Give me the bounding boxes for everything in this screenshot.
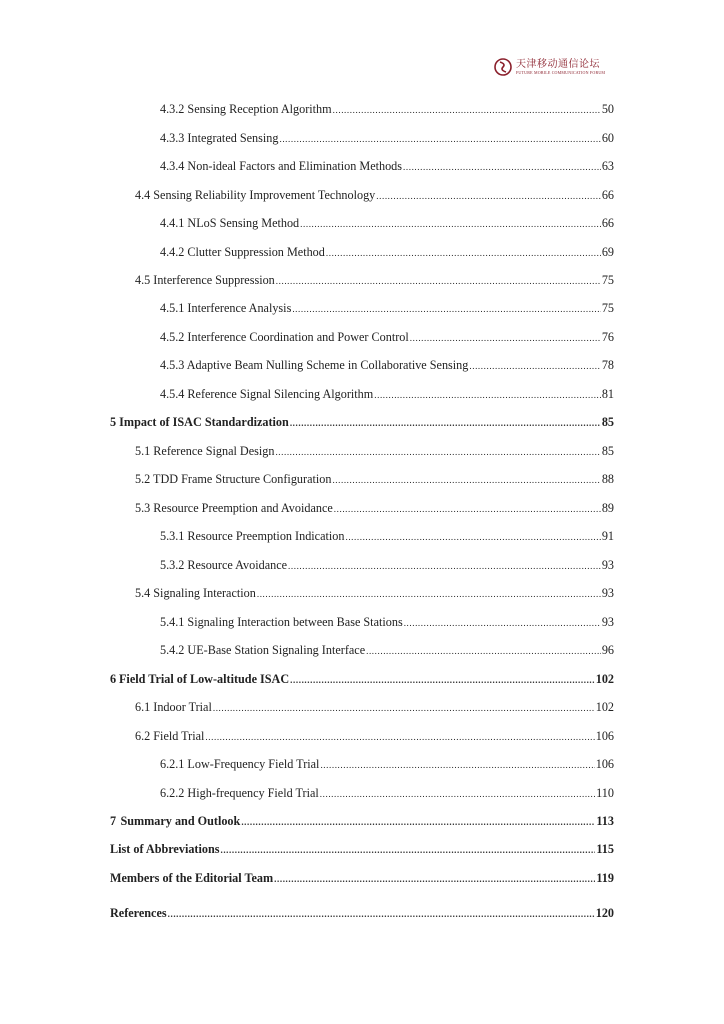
toc-entry-page: 115 [596,842,614,856]
logo-chinese-text: 天津移动通信论坛 [516,58,600,70]
toc-entry-title: 5.4.1 Signaling Interaction between Base Stations [160,615,403,629]
toc-chapter-entry[interactable] [110,414,614,430]
toc-entry-title: 4.5 Interference Suppression [135,273,275,287]
toc-entry-page: 75 [601,301,614,315]
toc-entry-page: 88 [601,472,614,486]
toc-entry-page: 78 [601,358,614,372]
toc-entry[interactable] [160,557,614,573]
forum-logo [494,58,605,76]
toc-entry[interactable] [160,215,614,231]
toc-entry[interactable] [160,101,614,117]
toc-entry[interactable] [160,357,614,373]
toc-chapter-number: 7 [110,814,117,828]
toc-entry[interactable] [160,386,614,402]
toc-entry-title: Members of the Editorial Team [110,871,274,885]
toc-entry-page: 102 [595,700,614,714]
toc-entry[interactable] [135,728,614,744]
toc-chapter-entry[interactable] [110,671,614,687]
toc-entry-title: Summary and Outlook [120,814,241,828]
toc-entry-page: 91 [601,529,614,543]
toc-entry-title: 6.2.1 Low-Frequency Field Trial [160,757,320,771]
toc-entry-title: 5.3.1 Resource Preemption Indication [160,529,345,543]
toc-entry-title: 4.5.3 Adaptive Beam Nulling Scheme in Collaborative Sensing [160,358,469,372]
toc-entry-title: 5.1 Reference Signal Design [135,444,275,458]
toc-entry-title: 4.5.1 Interference Analysis [160,301,292,315]
toc-entry-title: 5.4.2 UE-Base Station Signaling Interface [160,643,366,657]
toc-entry-page: 69 [601,245,614,259]
toc-entry-page: 81 [601,387,614,401]
toc-entry-title: 4.3.4 Non-ideal Factors and Elimination Methods [160,159,403,173]
toc-entry-page: 93 [601,586,614,600]
toc-entry-title: 6.2.2 High-frequency Field Trial [160,786,319,800]
toc-entry[interactable] [110,841,614,857]
toc-entry-page: 93 [601,615,614,629]
toc-entry-page: 89 [601,501,614,515]
toc-entry-page: 106 [595,729,614,743]
toc-entry[interactable] [160,130,614,146]
toc-entry-page: 120 [595,906,614,920]
toc-entry-title: 6.2 Field Trial [135,729,205,743]
toc-entry-title: 5.4 Signaling Interaction [135,586,256,600]
toc-entry-page: 96 [601,643,614,657]
toc-entry-title: 6.1 Indoor Trial [135,700,212,714]
toc-entry-page: 50 [601,102,614,116]
toc-entry-title: 4.4.1 NLoS Sensing Method [160,216,300,230]
toc-entry[interactable] [135,443,614,459]
toc-entry-page: 102 [595,672,614,686]
toc-chapter-number: 5 [110,415,117,429]
toc-entry-page: 119 [596,871,614,885]
toc-entry-page: 85 [601,415,614,429]
toc-entry-title: 4.4 Sensing Reliability Improvement Technology [135,188,376,202]
toc-entry[interactable] [160,785,614,801]
toc-entry[interactable] [135,187,614,203]
toc-entry-page: 63 [601,159,614,173]
toc-entry[interactable] [160,756,614,772]
toc-entry-page: 93 [601,558,614,572]
toc-entry[interactable] [135,585,614,601]
toc-entry-page: 113 [596,814,614,828]
toc-entry-title: References [110,906,167,920]
toc-chapter-number: 6 [110,672,117,686]
toc-entry-page: 106 [595,757,614,771]
toc-entry[interactable] [160,528,614,544]
toc-entry-title: 5.2 TDD Frame Structure Configuration [135,472,332,486]
toc-entry-title: 4.3.2 Sensing Reception Algorithm [160,102,332,116]
toc-entry[interactable] [160,642,614,658]
toc-entry[interactable] [160,158,614,174]
toc-entry-title: 5.3 Resource Preemption and Avoidance [135,501,333,515]
toc-entry-page: 60 [601,131,614,145]
toc-entry-title: 4.3.3 Integrated Sensing [160,131,279,145]
toc-entry[interactable] [110,870,614,886]
toc-entry[interactable] [110,905,614,921]
toc-entry-title: 4.5.4 Reference Signal Silencing Algorithm [160,387,374,401]
toc-entry-page: 110 [596,786,614,800]
toc-entry[interactable] [135,500,614,516]
toc-entry-title: 4.4.2 Clutter Suppression Method [160,245,325,259]
toc-entry[interactable] [135,471,614,487]
toc-chapter-entry[interactable] [110,813,614,829]
toc-entry-page: 85 [601,444,614,458]
toc-entry-page: 66 [601,216,614,230]
toc-entry[interactable] [135,272,614,288]
toc-entry-title: Impact of ISAC Standardization [119,415,289,429]
toc-entry-title: Field Trial of Low-altitude ISAC [118,672,290,686]
toc-entry-title: 4.5.2 Interference Coordination and Power Control [160,330,409,344]
toc-entry[interactable] [160,300,614,316]
toc-entry-page: 76 [601,330,614,344]
toc-entry-page: 66 [601,188,614,202]
toc-entry[interactable] [160,329,614,345]
toc-entry-title: List of Abbreviations [110,842,220,856]
toc-entry[interactable] [160,244,614,260]
toc-entry-page: 75 [601,273,614,287]
toc-entry[interactable] [160,614,614,630]
forum-emblem-icon [494,58,512,76]
toc-entry-title: 5.3.2 Resource Avoidance [160,558,288,572]
logo-english-text: FUTURE MOBILE COMMUNICATION FORUM [516,69,606,75]
toc-entry[interactable] [135,699,614,715]
